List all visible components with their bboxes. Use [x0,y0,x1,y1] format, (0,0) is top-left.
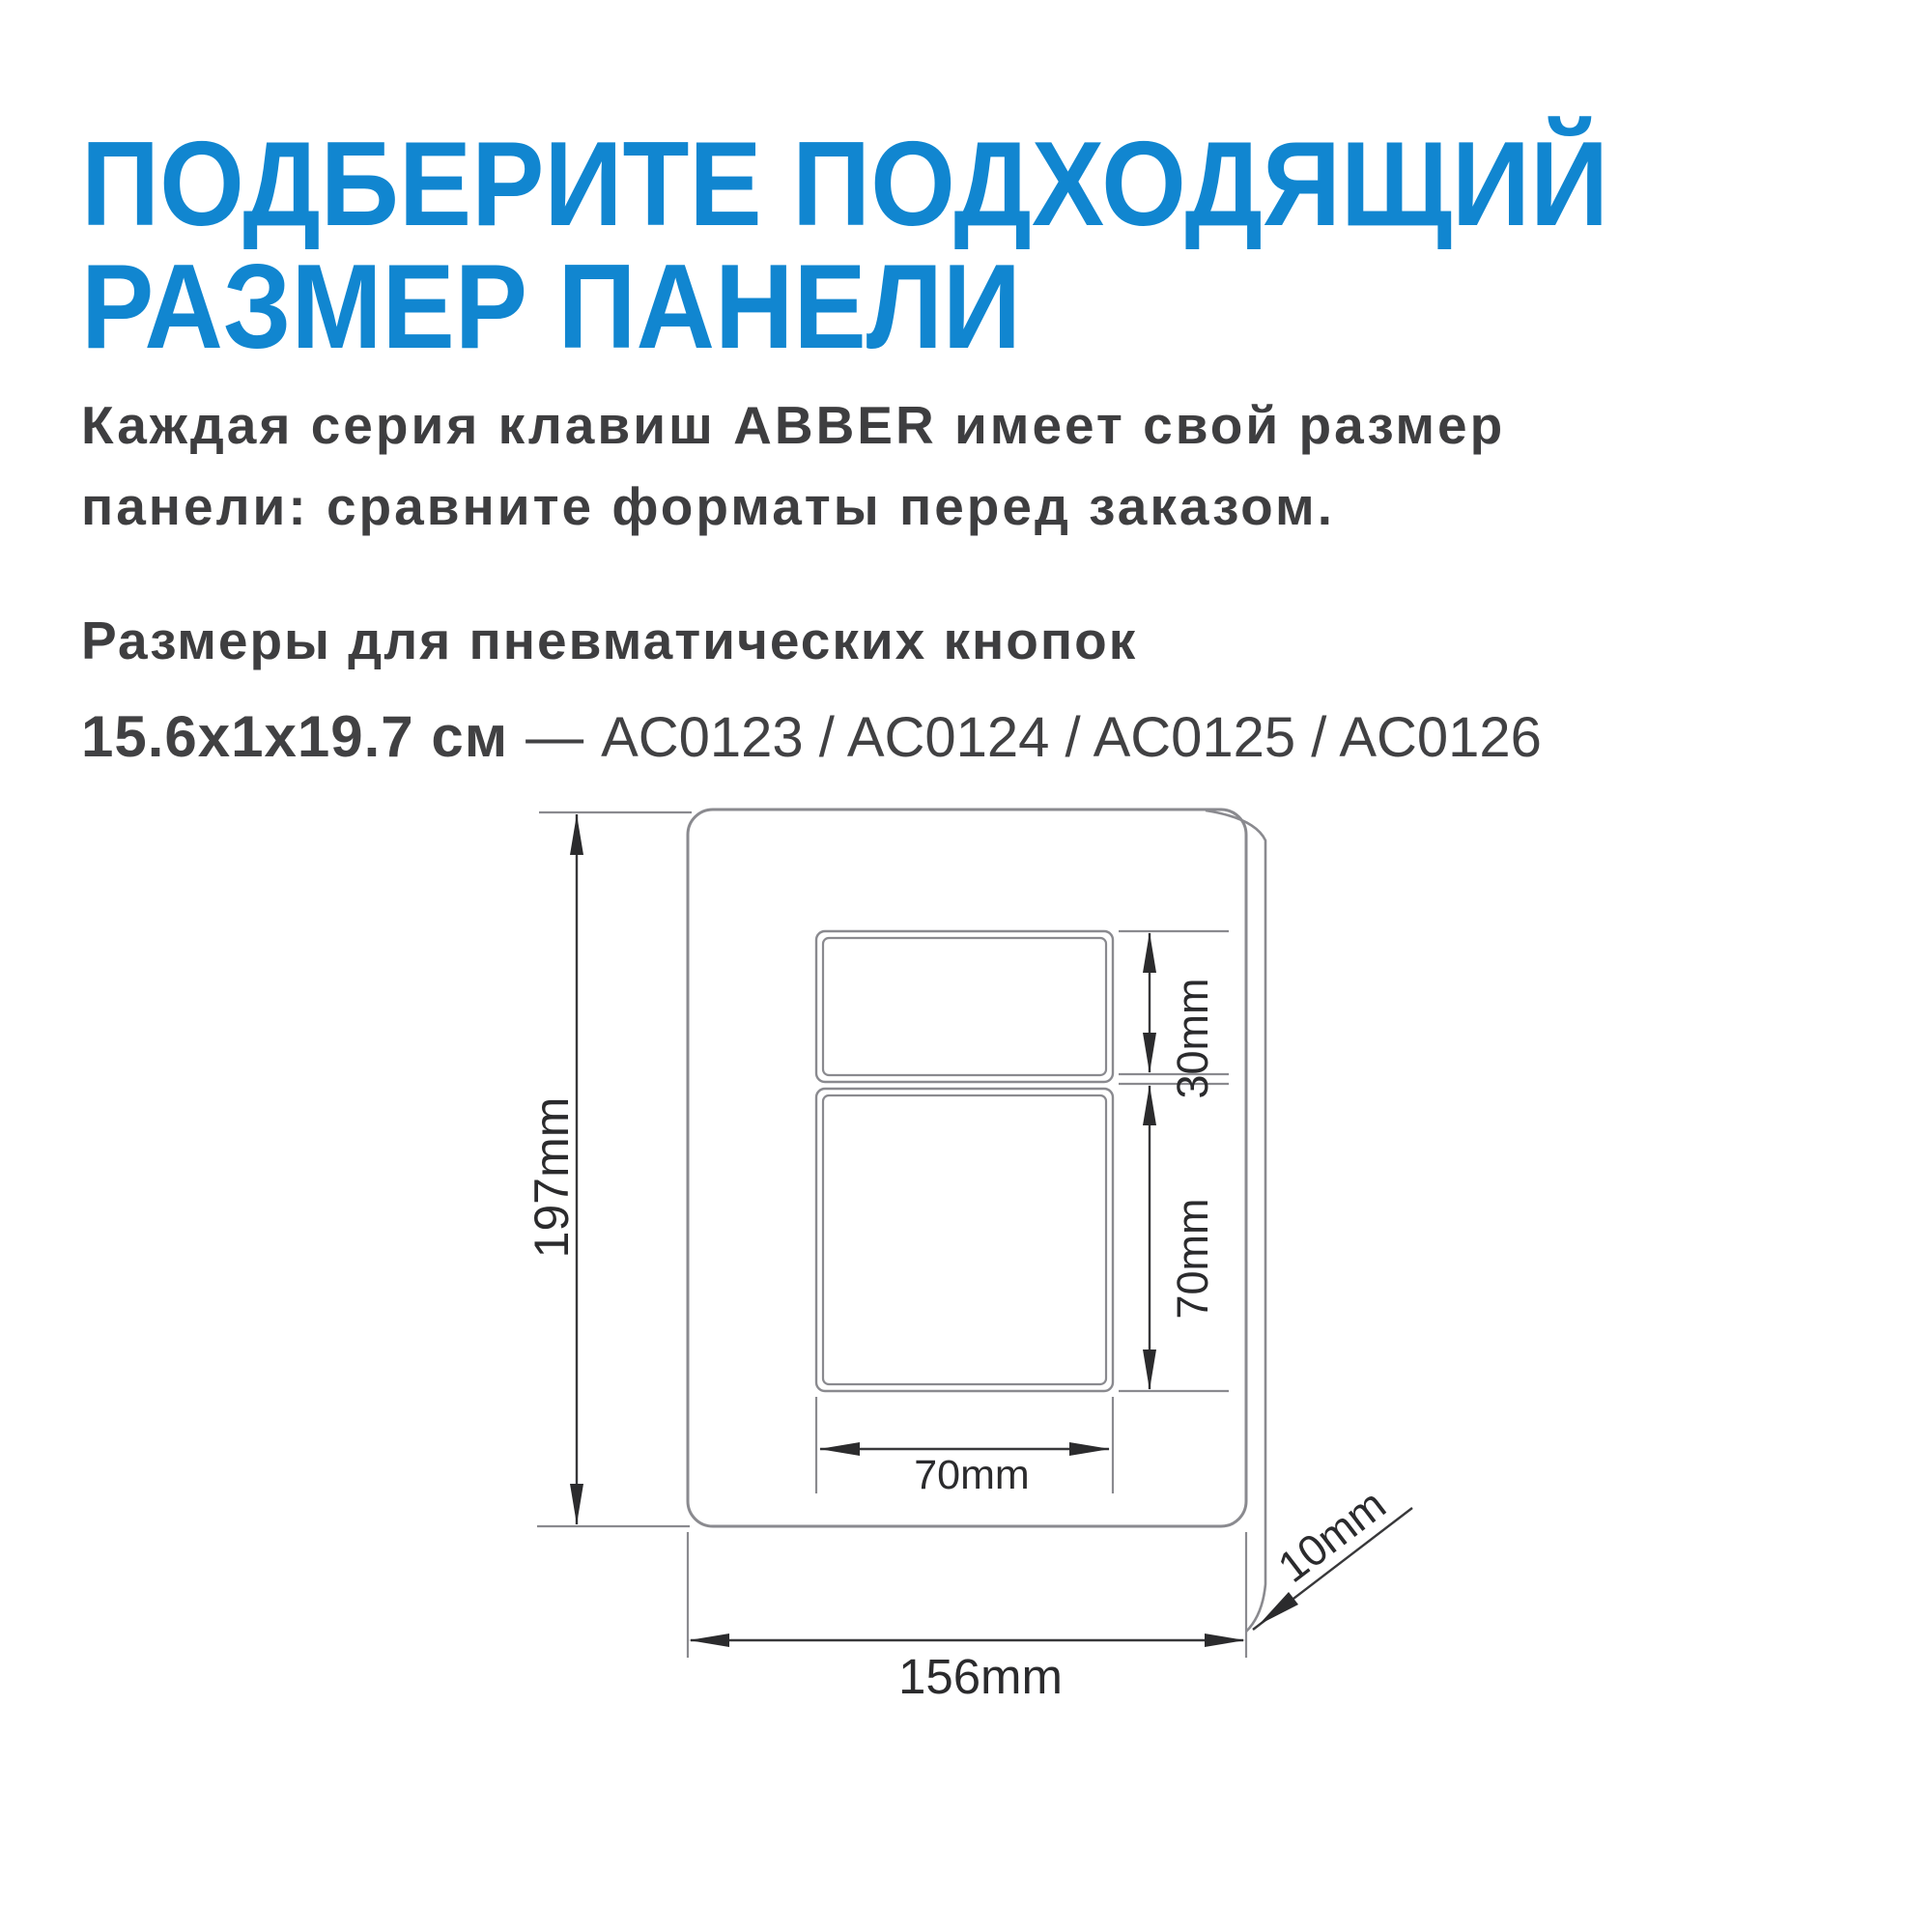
arrow-left-icon [689,1634,729,1647]
panel-depth-label: 10mm [1268,1479,1395,1592]
bottom-key-height-label: 70mm [1168,1198,1217,1320]
key-width-label: 70mm [914,1452,1030,1498]
section-heading: Размеры для пневматических кнопок [81,611,1138,670]
arrow-right-icon [1205,1634,1245,1647]
page-subtitle-line2: панели: сравните форматы перед заказом. [81,476,1335,536]
panel-width-dimension [689,1634,1245,1704]
top-key-outline [816,931,1113,1082]
page-subtitle-line1: Каждая серия клавиш ABBER имеет свой размер [81,395,1506,455]
top-key-height-label: 30mm [1168,978,1217,1099]
panel-depth-dimension [1253,1479,1412,1630]
arrow-up-icon [570,814,583,855]
page-title-line2: РАЗМЕР ПАНЕЛИ [81,241,1022,374]
dash-separator: — [526,704,584,769]
bottom-key-outline [816,1089,1113,1391]
panel-height-dimension [525,814,583,1524]
panel-size-cm: 15.6х1х19.7 см [81,704,509,769]
panel-width-label: 156mm [897,1649,1064,1704]
model-codes: AC0123 / AC0124 / AC0125 / AC0126 [601,706,1542,769]
panel-height-label: 197mm [525,1096,579,1259]
arrow-down-icon [570,1484,583,1524]
page-title-line1: ПОДБЕРИТЕ ПОДХОДЯЩИЙ [81,118,1609,251]
